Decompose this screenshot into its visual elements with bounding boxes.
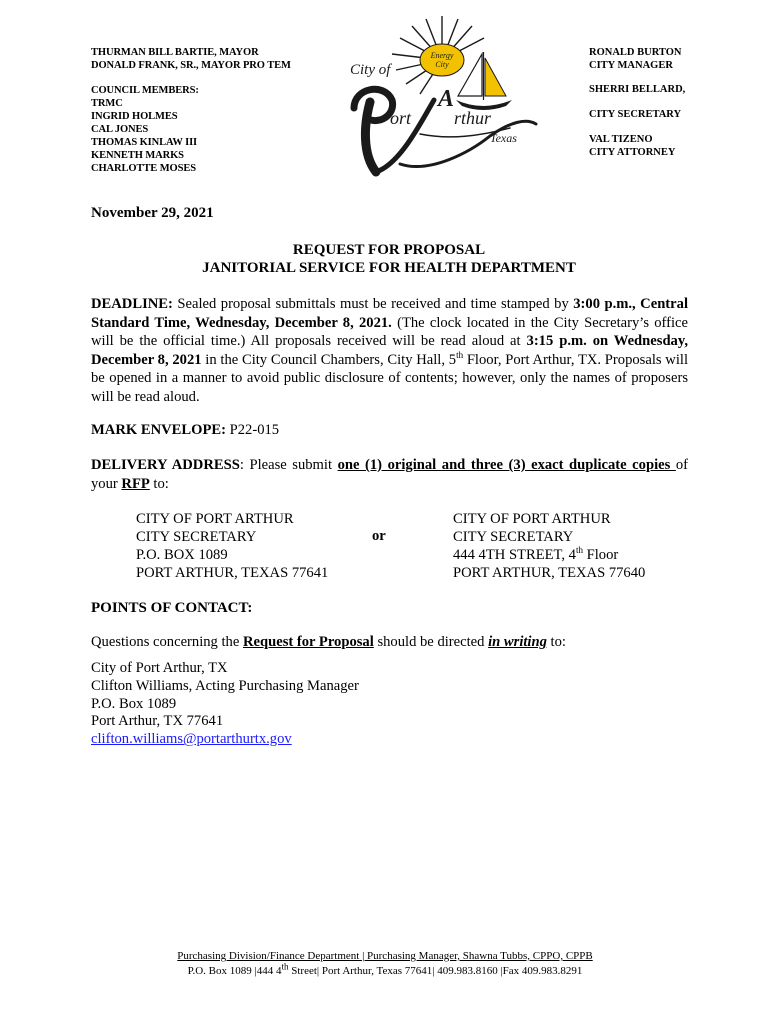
contact-block	[91, 660, 359, 749]
page-footer	[0, 949, 770, 979]
logo-city-of-text: City of	[350, 62, 391, 78]
contact-instructions	[91, 634, 566, 651]
council-member: TRMC	[91, 98, 123, 109]
address-line: CITY OF PORT ARTHUR	[453, 511, 611, 527]
deadline-label: DEADLINE:	[91, 296, 173, 312]
address-block-street	[453, 510, 645, 582]
deadline-text: Sealed proposal submittals must be received and time stamped by	[172, 296, 574, 312]
delivery-text: of your	[91, 457, 688, 492]
council-member: INGRID HOLMES	[91, 111, 178, 122]
ordinal-suffix: th	[281, 961, 289, 972]
city-secretary-name: SHERRI BELLARD,	[589, 84, 686, 95]
mayor-pro-tem-line: DONALD FRANK, SR., MAYOR PRO TEM	[91, 60, 291, 71]
address-line: PORT ARTHUR, TEXAS 77641	[136, 565, 329, 581]
city-logo	[340, 14, 580, 189]
contact-line: P.O. Box 1089	[91, 695, 177, 712]
contact-email-link[interactable]: clifton.williams@portarthurtx.gov	[91, 731, 292, 748]
footer-address: P.O. Box 1089 |444 4	[187, 965, 282, 977]
address-street: 444 4TH STREET, 4	[453, 547, 576, 563]
mark-envelope-line	[91, 421, 688, 440]
delivery-text: to:	[149, 475, 169, 492]
letterhead-officials-left	[91, 46, 291, 175]
address-line: CITY OF PORT ARTHUR	[136, 511, 294, 527]
city-attorney-title: CITY ATTORNEY	[589, 147, 676, 158]
contact-text: to:	[546, 634, 566, 650]
deadline-text: Floor, Port Arthur, TX. Proposals will be opened in a manner to avoid public disclosure of contents; however, only the names of proposers will be read aloud.	[91, 351, 688, 405]
ordinal-suffix: th	[575, 545, 583, 556]
city-logo-graphic	[340, 14, 580, 189]
letterhead-officials-right	[589, 46, 685, 159]
reading-time: 3:15 p.m. on Wednesday, December 8, 2021	[91, 333, 688, 368]
copies-requirement: one (1) original and three (3) exact duplicate copies	[337, 457, 676, 473]
footer-address-contact: Street| Port Arthur, Texas 77641| 409.983.8160 |Fax 409.983.8291	[288, 965, 583, 977]
mark-envelope-label: MARK ENVELOPE:	[91, 422, 226, 438]
delivery-label: DELIVERY ADDRESS	[91, 457, 240, 473]
city-manager-name: RONALD BURTON	[589, 47, 682, 58]
deadline-paragraph	[91, 295, 688, 406]
ordinal-suffix: th	[456, 349, 464, 360]
contact-text: should be directed	[373, 634, 489, 650]
logo-arthur-text: rthur	[454, 108, 492, 128]
contact-text: Questions concerning the	[91, 634, 243, 650]
svg-text:A: A	[438, 86, 455, 112]
title-line-1: REQUEST FOR PROPOSAL	[292, 242, 486, 258]
address-block-po-box	[136, 510, 328, 582]
footer-address-line	[0, 961, 770, 979]
address-line: CITY SECRETARY	[453, 529, 574, 545]
council-member: CAL JONES	[91, 124, 149, 135]
footer-department-line: Purchasing Division/Finance Department | Purchasing Manager, Shawna Tubbs, CPPO, CPPB	[177, 950, 593, 962]
address-line: P.O. BOX 1089	[136, 547, 228, 563]
address-line: PORT ARTHUR, TEXAS 77640	[453, 565, 646, 581]
contact-line: Port Arthur, TX 77641	[91, 713, 224, 730]
council-member: CHARLOTTE MOSES	[91, 163, 196, 174]
council-member: KENNETH MARKS	[91, 150, 184, 161]
city-manager-title: CITY MANAGER	[589, 60, 673, 71]
document-title	[91, 241, 687, 277]
contact-line: City of Port Arthur, TX	[91, 660, 228, 676]
logo-city-text: City	[435, 60, 449, 69]
logo-energy-text: Energy	[430, 51, 454, 60]
title-line-2: JANITORIAL SERVICE FOR HEALTH DEPARTMENT	[202, 260, 576, 276]
points-of-contact-heading: POINTS OF CONTACT:	[91, 600, 253, 616]
logo-port-text: ort	[390, 108, 412, 128]
address-floor: Floor	[582, 547, 619, 563]
address-line	[453, 546, 645, 564]
city-attorney-name: VAL TIZENO	[589, 134, 653, 145]
delivery-text: : Please submit	[239, 457, 338, 473]
mark-envelope-value: P22-015	[226, 422, 280, 438]
deadline-time: 3:00 p.m., Central Standard Time, Wednesday, December 8, 2021.	[91, 296, 688, 331]
council-member: THOMAS KINLAW III	[91, 137, 198, 148]
council-heading: COUNCIL MEMBERS:	[91, 85, 199, 96]
in-writing-emphasis: in writing	[488, 634, 547, 650]
deadline-text: in the City Council Chambers, City Hall, 5	[201, 351, 457, 368]
contact-line: Clifton Williams, Acting Purchasing Manager	[91, 677, 359, 694]
mayor-line: THURMAN BILL BARTIE, MAYOR	[91, 47, 259, 58]
letter-date: November 29, 2021	[91, 205, 214, 221]
city-secretary-title: CITY SECRETARY	[589, 109, 682, 120]
address-or: or	[372, 528, 386, 544]
address-line: CITY SECRETARY	[136, 529, 257, 545]
logo-texas-text: Texas	[490, 131, 517, 145]
deadline-text: (The clock located in the City Secretary’s office will be the official time.) All proposals received will be read aloud at	[91, 314, 689, 349]
rfp-reference: Request for Proposal	[242, 634, 374, 650]
rfp-abbrev: RFP	[121, 475, 150, 492]
delivery-paragraph	[91, 456, 688, 493]
